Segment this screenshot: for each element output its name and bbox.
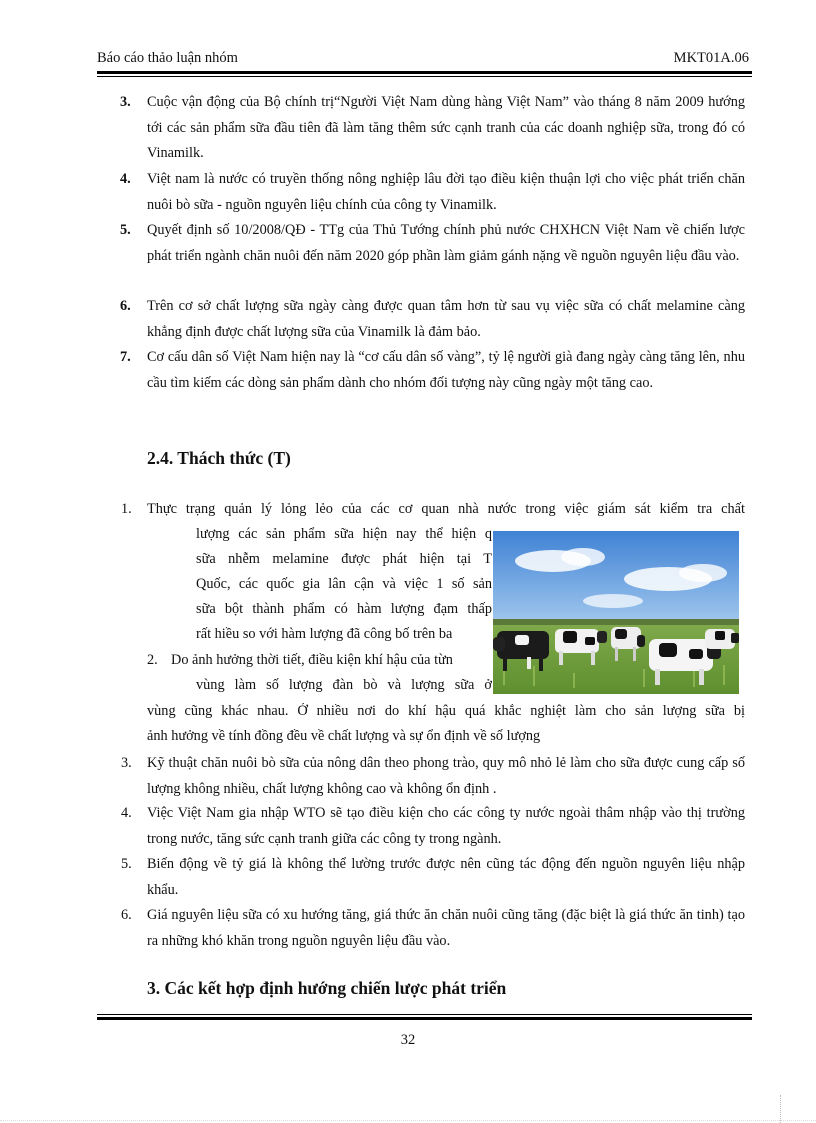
page-edge-dotted	[0, 1120, 816, 1121]
page-number: 32	[400, 1032, 416, 1048]
opp-item-5: Quyết định số 10/2008/QĐ - TTg của Thủ Tướng chính phủ nước CHXHCN Việt Nam về chiến lược phát triển ngành chăn nuôi đến năm 2020 góp phần làm giảm gánh nặng về nguồn nguyên liệu đầu vào.	[147, 222, 745, 264]
threat-num-3: 3.	[121, 755, 132, 771]
opp-num-3: 3.	[120, 94, 131, 110]
section-heading-threats: 2.4. Thách thức (T)	[147, 448, 291, 468]
threat1-line1: Thực trạng quản lý lỏng lẻo của các cơ quan nhà nước trong việc giám sát kiểm tra chất	[147, 501, 745, 517]
footer-rule-thin	[97, 1014, 752, 1015]
threat1-line2: lượng các sản phẩm sữa hiện nay thể hiện q	[196, 526, 492, 542]
header-rule-thin	[97, 76, 752, 77]
threat-item-6: Giá nguyên liệu sữa có xu hướng tăng, giá thức ăn chăn nuôi cũng tăng (đặc biệt là giá thức ăn tinh) tạo ra những khó khăn trong nguồn nguyên liệu đầu vào.	[147, 907, 745, 949]
threat-num-5: 5.	[121, 856, 132, 872]
opp-item-6: Trên cơ sở chất lượng sữa ngày càng được quan tâm hơn từ sau vụ việc sữa có chất melamine càng khẳng định được chất lượng sữa của Vinamilk là đảm bảo.	[147, 298, 745, 340]
opp-item-7: Cơ cấu dân số Việt Nam hiện nay là “cơ cấu dân số vàng”, tỷ lệ người già đang ngày càng tăng lên, nhu cầu tìm kiếm các dòng sản phẩm dành cho nhóm đối tượng này cũng ngày một tăng cao.	[147, 349, 745, 391]
threat1-line6: rất hiều so với hàm lượng đã công bố trên ba	[196, 626, 453, 642]
opp-item-4: Việt nam là nước có truyền thống nông nghiệp lâu đời tạo điều kiện thuận lợi cho việc phát triển chăn nuôi bò sữa - nguồn nguyên liệu chính của công ty Vinamilk.	[147, 171, 745, 213]
opp-item-3: Cuộc vận động của Bộ chính trị“Người Việt Nam dùng hàng Việt Nam” vào tháng 8 năm 2009 hướng tới các sản phẩm sữa đầu tiên đã làm tăng thêm sức cạnh tranh của các doanh nghiệp sữa, trong đó có Vinamilk.	[147, 94, 745, 162]
opp-num-4: 4.	[120, 171, 131, 187]
threat-item-5: Biến động về tỷ giá là không thể lường trước được nên cũng tác động đến nguồn nguyên liệu nhập khẩu.	[147, 856, 745, 898]
threat2-line1: Do ảnh hưởng thời tiết, điều kiện khí hậu của từn	[171, 652, 453, 668]
header-right: MKT01A.06	[673, 50, 749, 66]
footer-rule-thick	[97, 1017, 752, 1020]
threat-num-1: 1.	[121, 501, 132, 517]
threat-num-6: 6.	[121, 907, 132, 923]
threat-item-3: Kỹ thuật chăn nuôi bò sữa của nông dân theo phong trào, quy mô nhỏ lẻ làm cho sữa được cung cấp số lượng không nhiều, chất lượng không cao và không ổn định .	[147, 755, 745, 797]
threat2-line2: vùng làm số lượng đàn bò và lượng sữa ở	[196, 677, 492, 693]
cows-pasture-photo	[493, 531, 739, 694]
threat1-line5: sữa bột thành phẩm có hàm lượng đạm thấp	[196, 601, 492, 617]
threat-num-4: 4.	[121, 805, 132, 821]
page-header	[97, 48, 749, 70]
threat2-line4: ảnh hưởng về tính đồng đều về chất lượng và sự ổn định về số lượng	[147, 728, 541, 744]
opp-num-7: 7.	[120, 349, 131, 365]
threat1-line3: sữa nhễm melamine được phát hiện tại T	[196, 551, 492, 567]
header-left: Báo cáo thảo luận nhóm	[97, 50, 238, 66]
threat-item-4: Việc Việt Nam gia nhập WTO sẽ tạo điều kiện cho các công ty nước ngoài thâm nhập vào thị trường trong nước, tăng sức cạnh tranh giữa các công ty trong ngành.	[147, 805, 745, 847]
threat2-line3: vùng cũng khác nhau. Ở nhiều nơi do khí hậu quá khắc nghiệt làm cho sản lượng sữa bị	[147, 703, 745, 719]
opp-num-6: 6.	[120, 298, 131, 314]
threat-num-2: 2.	[147, 652, 158, 668]
section-heading-strategy: 3. Các kết hợp định hướng chiến lược phát triển	[147, 978, 507, 998]
opp-num-5: 5.	[120, 222, 131, 238]
header-rule-thick	[97, 71, 752, 74]
threat1-line4: Quốc, các quốc gia lân cận và việc 1 số sản	[196, 576, 492, 592]
page-edge-vertical-dotted	[780, 1095, 782, 1123]
